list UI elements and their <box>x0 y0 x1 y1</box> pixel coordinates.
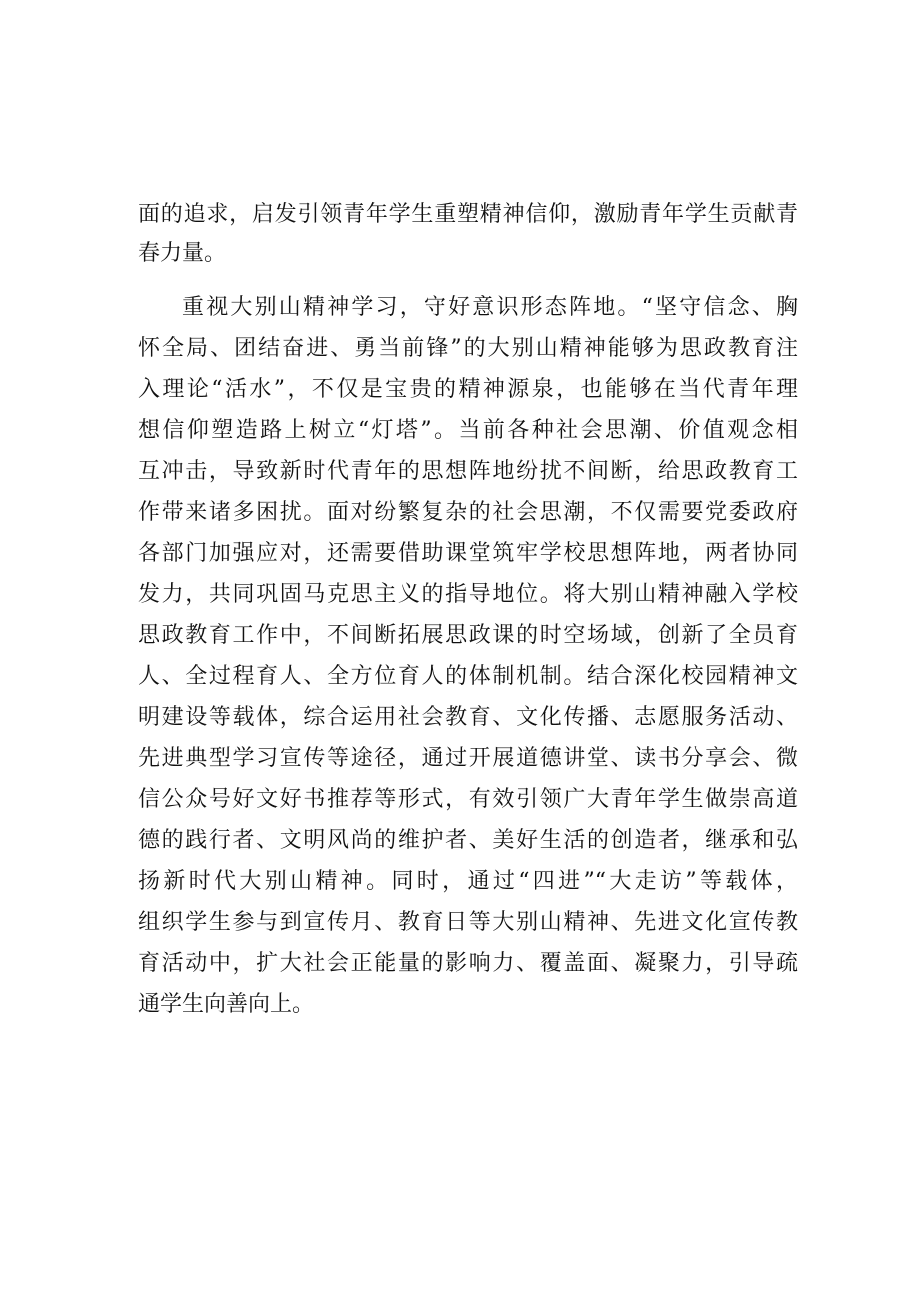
paragraph-2-line-5: 互冲击，导致新时代青年的思想阵地纷扰不间断，给思政教育工 <box>138 459 798 484</box>
paragraph-2-line-8: 发力，共同巩固马克思主义的指导地位。将大别山精神融入学校 <box>138 582 798 607</box>
paragraph-2-line-18: 通学生向善向上。 <box>138 992 315 1017</box>
paragraph-1-line-2: 春力量。 <box>138 241 227 266</box>
paragraph-2-line-4: 想信仰塑造路上树立“灯塔”。当前各种社会思潮、价值观念相 <box>138 418 798 443</box>
paragraph-2-line-6: 作带来诸多困扰。面对纷繁复杂的社会思潮，不仅需要党委政府 <box>138 500 798 525</box>
paragraph-2-line-12: 先进典型学习宣传等途径，通过开展道德讲堂、读书分享会、微 <box>138 746 798 771</box>
paragraph-2-line-9: 思政教育工作中，不间断拓展思政课的时空场域，创新了全员育 <box>138 623 798 648</box>
paragraph-2-line-7: 各部门加强应对，还需要借助课堂筑牢学校思想阵地，两者协同 <box>138 541 798 566</box>
paragraph-2-line-17: 育活动中，扩大社会正能量的影响力、覆盖面、凝聚力，引导疏 <box>138 951 798 976</box>
paragraph-2-line-14: 德的践行者、文明风尚的维护者、美好生活的创造者，继承和弘 <box>138 828 798 853</box>
paragraph-1-line-1: 面的追求，启发引领青年学生重塑精神信仰，激励青年学生贡献青 <box>138 202 798 227</box>
paragraph-2-line-16: 组织学生参与到宣传月、教育日等大别山精神、先进文化宣传教 <box>138 910 798 935</box>
paragraph-2-line-15: 扬新时代大别山精神。同时，通过“四进”“大走访”等载体， <box>138 869 798 894</box>
paragraph-2-line-13: 信公众号好文好书推荐等形式，有效引领广大青年学生做崇高道 <box>138 787 798 812</box>
paragraph-2-line-2: 怀全局、团结奋进、勇当前锋”的大别山精神能够为思政教育注 <box>138 336 798 361</box>
paragraph-2-line-1: 重视大别山精神学习，守好意识形态阵地。“坚守信念、胸 <box>182 295 798 320</box>
paragraph-2-line-3: 入理论“活水”，不仅是宝贵的精神源泉，也能够在当代青年理 <box>138 377 798 402</box>
paragraph-2-line-11: 明建设等载体，综合运用社会教育、文化传播、志愿服务活动、 <box>138 705 798 730</box>
paragraph-2-line-10: 人、全过程育人、全方位育人的体制机制。结合深化校园精神文 <box>138 664 798 689</box>
